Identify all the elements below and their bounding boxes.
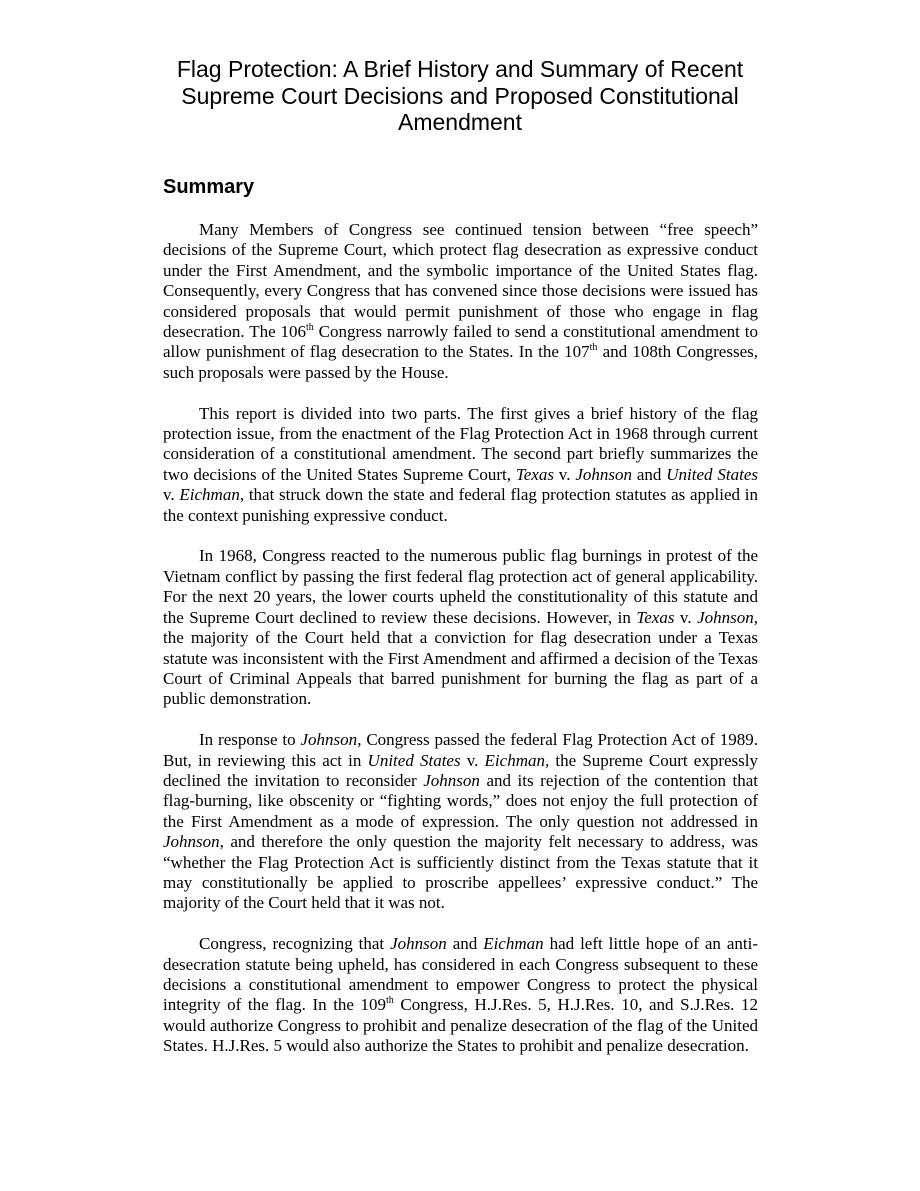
summary-paragraph-5 <box>163 934 758 1056</box>
ordinal-suffix: th <box>589 342 598 354</box>
text-run: Many Members of Congress see continued tension between “free speech” decisions of the Supreme Court, which protect flag desecration as expressive conduct under the First Amendment, and the symbolic importance of the United States flag. Consequently, every Congress that has convened since those decisions were issued has considered proposals that would permit punishment of those who engage in flag desecration. The 106 <box>163 220 758 342</box>
text-run: Congress narrowly failed to send a constitutional amendment to allow punishment of flag desecration to the States. In the 107 <box>163 322 758 362</box>
text-run: v. <box>553 464 576 484</box>
text-run: , and therefore the only question the majority felt necessary to address, was “whether the Flag Protection Act is sufficiently distinct from the Texas statute that it may constitutionally be applied to proscribe appellees’ expressive conduct.” The majority of the Court held that it was not. <box>163 832 758 913</box>
case-name: Texas <box>515 464 554 484</box>
case-name: Eichman <box>179 485 240 505</box>
case-name: United States <box>367 750 461 770</box>
text-run: and 108th Congresses, such proposals were passed by the House. <box>163 342 758 382</box>
text-run: v. <box>163 485 180 505</box>
summary-paragraph-1 <box>163 220 758 383</box>
case-name: Eichman <box>483 934 544 954</box>
text-run: Congress, recognizing that <box>199 934 391 954</box>
text-run: and <box>446 934 484 954</box>
text-run: Congress, H.J.Res. 5, H.J.Res. 10, and S.J.Res. 12 would authorize Congress to prohibit and penalize desecration of the flag of the United States. H.J.Res. 5 would also authorize the States to prohibit and penalize desecration. <box>163 995 758 1056</box>
case-name: Johnson <box>423 770 480 790</box>
case-name: Johnson <box>390 934 447 954</box>
case-name: Texas <box>636 607 675 627</box>
summary-body <box>163 220 758 1077</box>
case-name: Johnson <box>163 832 220 852</box>
case-name: Johnson <box>697 607 754 627</box>
summary-paragraph-2 <box>163 404 758 526</box>
text-run: In 1968, Congress reacted to the numerous public flag burnings in protest of the Vietnam conflict by passing the first federal flag protection act of general applicability. For the next 20 years, the lower courts upheld the constitutionality of this statute and the Supreme Court declined to review these decisions. However, in <box>163 546 758 627</box>
text-run: v. <box>460 750 485 770</box>
text-run: , that struck down the state and federal flag protection statutes as applied in the context punishing expressive conduct. <box>163 485 758 525</box>
ordinal-suffix: th <box>306 322 314 334</box>
text-run: In response to <box>199 730 301 750</box>
text-run: the Supreme Court expressly declined the invitation to reconsider <box>163 750 758 790</box>
text-run: , Congress passed the federal Flag Protection Act of 1989. But, in reviewing this act in <box>163 730 759 770</box>
text-run: and <box>632 464 667 484</box>
text-run: and its rejection of the contention that flag-burning, like obscenity or “fighting words,” does not enjoy the full protection of the First Amendment as a mode of expression. The only question not addressed in <box>163 770 758 831</box>
case-name: Johnson <box>575 464 632 484</box>
text-run: This report is divided into two parts. The first gives a brief history of the flag protection issue, from the enactment of the Flag Protection Act in 1968 through current consideration of a constitutional amendment. The second part briefly summarizes the two decisions of the United States Supreme Court, <box>163 403 758 484</box>
document-title: Flag Protection: A Brief History and Summary of Recent Supreme Court Decisions and Proposed Constitutional Amendment <box>176 56 744 135</box>
case-name: Johnson <box>300 730 358 750</box>
section-heading-summary: Summary <box>163 176 255 198</box>
summary-paragraph-3 <box>163 546 758 709</box>
text-run: had left little hope of an anti-desecration statute being upheld, has considered in each Congress subsequent to these decisions a constitutional amendment to empower Congress to protect the physical integrity of the flag. In the 109 <box>163 934 759 1015</box>
text-run: v. <box>674 607 698 627</box>
case-name: United States <box>666 464 758 484</box>
summary-paragraph-4 <box>163 730 758 914</box>
ordinal-suffix: th <box>386 995 394 1007</box>
text-run: , the majority of the Court held that a conviction for flag desecration under a Texas statute was inconsistent with the First Amendment and affirmed a decision of the Texas Court of Criminal Appeals that barred punishment for burning the flag as part of a public demonstration. <box>163 607 758 709</box>
case-name: Eichman, <box>484 750 550 770</box>
